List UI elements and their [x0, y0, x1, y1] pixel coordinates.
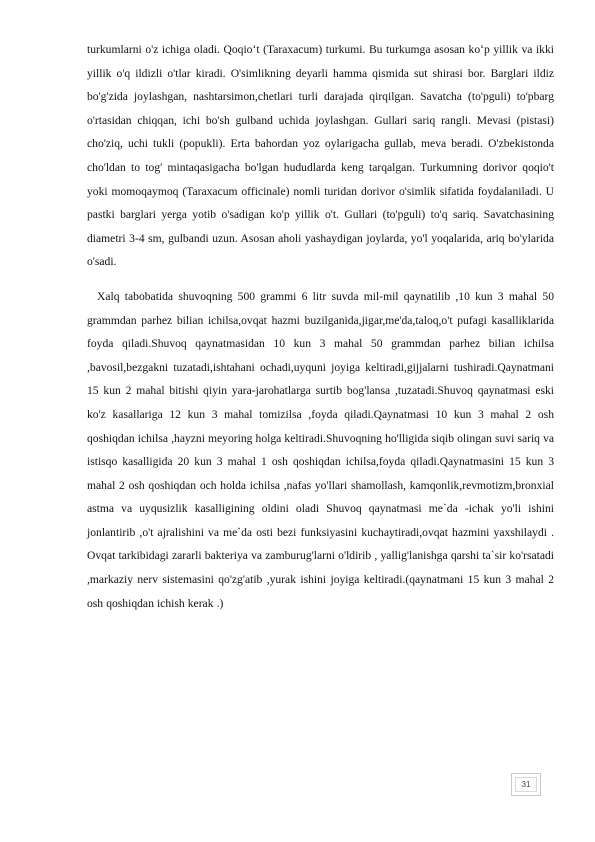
page-number: 31 [521, 780, 531, 789]
paragraph-shuvoq: Xalq tabobatida shuvoqning 500 grammi 6 litr suvda mil-mil qaynatilib ,10 kun 3 mahal 50 grammdan parhez bilian ichilsa,ovqat hazmi buzilganida,jigar,me'da,taloq,o't pufagi kasalliklarida foyda qiladi.Shuvoq qaynatmasidan 10 kun 3 mahal 50 grammdan parhez bilian ichilsa ,bavosil,bezgakni tuzatadi,ishtahani ochadi,uyquni joyiga keltiradi,gijjalarni tushiradi.Qaynatmani 15 kun 2 mahal bitishi qiyin yara-jarohatlarga surtib bog'lansa ,tuzatadi.Shuvoq qaynatmasi eski ko'z kasallariga 12 kun 3 mahal tomizilsa ,foyda qiladi.Qaynatmasi 10 kun 3 mahal 2 osh qoshiqdan ichilsa ,hayzni meyoring holga keltiradi.Shuvoqning ho'lligida siqib olingan suvi sariq va istisqo kasalligida 20 kun 3 mahal 1 osh qoshiqdan ichilsa,foyda qiladi.Qaynatmasini 15 kun 3 mahal 2 osh qoshiqdan och holda ichilsa ,nafas yo'llari shamollash, kamqonlik,revmotizm,bronxial astma va uyqusizlik kasalligining oldini oladi Shuvoq qaynatmasi me`da -ichak yo'li ishini jonlantirib ,o't ajralishini va me`da osti bezi funksiyasini kuchaytiradi,ovqat hazmini yaxshilaydi . Ovqat tarkibidagi zararli bakteriya va zamburug'larni o'ldirib , yallig'lanishga qarshi ta`sir ko'rsatadi ,markaziy nerv sistemasini qo'zg'atib ,yurak ishini joyiga keltiradi.(qaynatmani 15 kun 3 mahal 2 osh qoshiqdan ichish kerak .) [87, 289, 555, 610]
page-number-badge [511, 773, 541, 796]
page-body [87, 38, 554, 615]
paragraph-taraxacum: turkumlarni o'z ichiga oladi. Qoqio‘t (Taraxacum) turkumi. Bu turkumga asosan ko‘p yillik va ikki yillik o'q ildizli o'tlar kiradi. O'simlikning deyarli hamma qismida sut shirasi bor. Barglari ildiz bo'g'zida joylashgan, nashtarsimon,chetlari turli darajada qirqilgan. Savatcha (to'pguli) to'pbarg o'rtasidan chiqqan, ichi bo'sh gulband uchida joylashgan. Gullari sariq rangli. Mevasi (pistasi) cho'ziq, uchi tukli (popukli). Erta bahordan yoz oylarigacha gullab, meva beradi. O'zbekistonda cho'ldan to tog' mintaqasigacha bo'lgan hududlarda keng tarqalgan. Turkumning dorivor qoqio't yoki momoqaymoq (Taraxacum officinale) nomli turidan dorivor o'simlik sifatida foydalaniladi. U pastki barglari yerga yotib o'sadigan ko'p yillik o't. Gullari (to'pguli) to'q sariq. Savatchasining diametri 3-4 sm, gulbandi uzun. Asosan aholi yashaydigan joylarda, yo'l yoqalarida, ariq bo'ylarida o'sadi. [87, 43, 554, 269]
